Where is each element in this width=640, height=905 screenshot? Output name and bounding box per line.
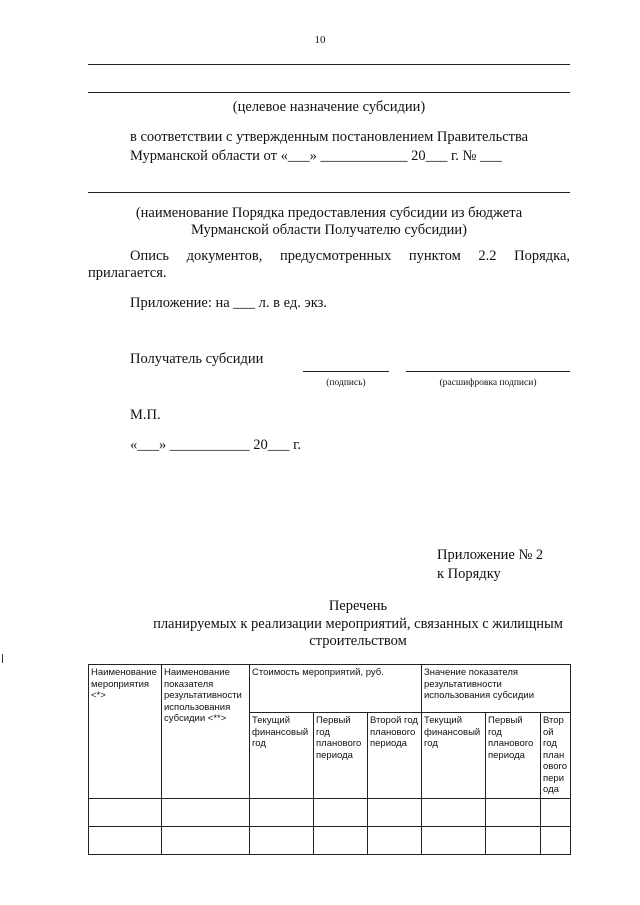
blank-line (88, 64, 570, 65)
purpose-caption: (целевое назначение субсидии) (232, 99, 426, 115)
transcript-caption: (расшифровка подписи) (439, 378, 537, 388)
signature-caption: (подпись) (326, 378, 366, 388)
header-value-second: Второй год планового периода (541, 713, 571, 799)
header-event-name: Наименование мероприятия <*> (89, 665, 162, 799)
list-subtitle-2: строительством (309, 633, 407, 649)
header-cost-first: Первый год планового периода (314, 713, 368, 799)
decree-line-2: Мурманской области от «___» ____________ 20___ г. № ___ (130, 148, 502, 164)
header-indicator-name: Наименование показателя результативности использования субсидии <**> (162, 665, 250, 799)
recipient-label: Получатель субсидии (130, 351, 264, 367)
table-row (89, 798, 571, 826)
inventory-line-1: Опись документов, предусмотренных пунктом 2.2 Порядка, (130, 248, 570, 264)
procedure-caption-2: Мурманской области Получателю субсидии) (191, 222, 467, 238)
decree-line-1: в соответствии с утвержденным постановлением Правительства (130, 129, 529, 145)
header-cost-group: Стоимость мероприятий, руб. (250, 665, 422, 713)
appendix-subtitle: к Порядку (437, 566, 501, 582)
stamp-place: М.П. (130, 407, 161, 423)
page-number: 10 (314, 34, 326, 46)
appendix-title: Приложение № 2 (437, 547, 544, 563)
header-value-first: Первый год планового периода (486, 713, 541, 799)
date-line: «___» ___________ 20___ г. (130, 437, 302, 453)
blank-line (88, 192, 570, 193)
list-title: Перечень (328, 598, 388, 614)
list-subtitle-1: планируемых к реализации мероприятий, связанных с жилищным (153, 616, 563, 632)
header-value-group: Значение показателя результативности использования субсидии (422, 665, 571, 713)
attachment-note: Приложение: на ___ л. в ед. экз. (130, 295, 327, 311)
blank-line (88, 92, 570, 93)
table-row (89, 826, 571, 854)
header-cost-current: Текущий финансовый год (250, 713, 314, 799)
header-cost-second: Второй год планового периода (368, 713, 422, 799)
procedure-caption-1: (наименование Порядка предоставления субсидии из бюджета (135, 205, 523, 221)
header-value-current: Текущий финансовый год (422, 713, 486, 799)
signature-line (303, 371, 389, 372)
margin-mark (2, 654, 3, 663)
inventory-line-2: прилагается. (88, 265, 167, 281)
events-table (88, 664, 571, 855)
transcript-line (406, 371, 570, 372)
